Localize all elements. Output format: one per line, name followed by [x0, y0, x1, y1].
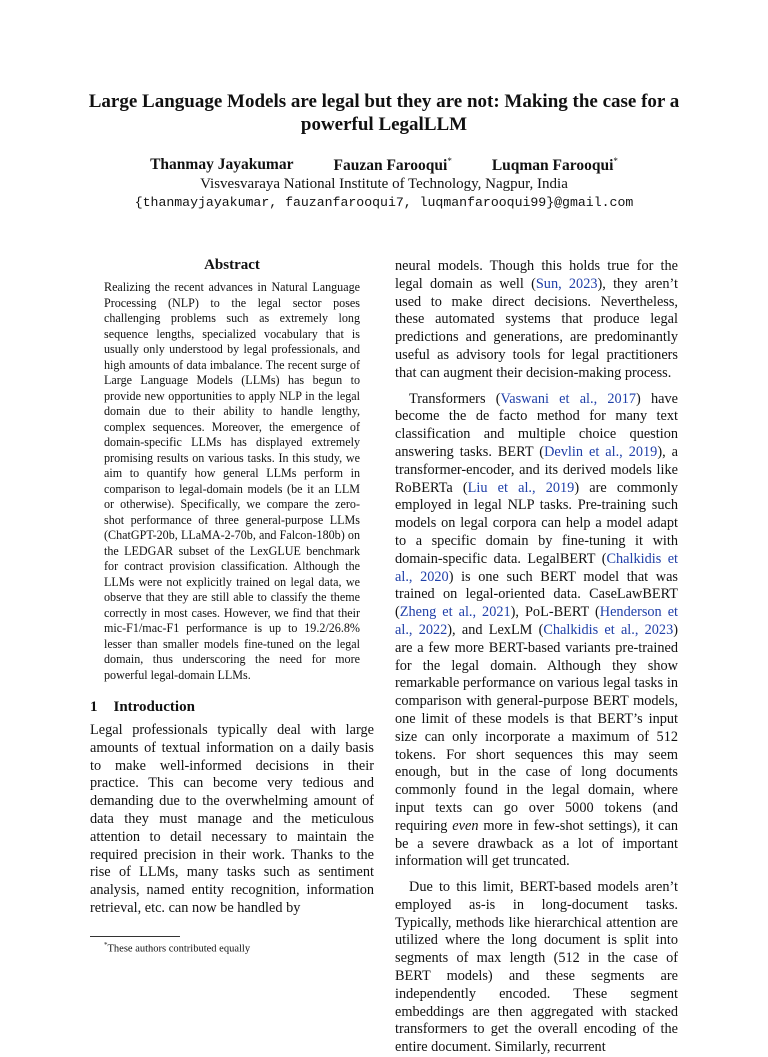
text: neural models. Though this holds true for the legal domain as well (	[395, 258, 678, 292]
left-column	[90, 257, 374, 954]
citation-link[interactable]: Sun, 2023	[535, 275, 598, 292]
affiliation: Visvesvaraya National Institute of Technology, Nagpur, India	[200, 176, 568, 192]
text: ), and LexLM (	[447, 621, 544, 638]
equal-contribution-mark: *	[447, 156, 452, 166]
text: ), PoL-BERT (	[510, 604, 600, 621]
text: ) are commonly employed in legal NLP tasks. Pre-training such models on legal corpora can help a model adapt to a specific domain by fine-tuning it with domain-specific data. LegalBERT (	[395, 479, 678, 567]
paragraph-bert-limit: Due to this limit, BERT-based models aren’t employed as-is in long-document tasks. Typically, methods like hierarchical attention are utilized where the long document is split into segments of max length (512 in the case of BERT models) and these segments are independently encoded. These segment embeddings are then aggregated with stacked transformers to get the overall encoding of the entire document. Similarly, recurrent	[395, 879, 678, 1056]
citation-link[interactable]: Devlin et al., 2019	[544, 443, 658, 460]
author-3	[492, 156, 618, 175]
section-title: Introduction	[113, 699, 195, 715]
author-2	[333, 156, 451, 175]
text: ) is one such BERT model that was trained on legal-oriented data. CaseLawBERT (	[395, 568, 678, 621]
text: more in few-shot settings), it can be a severe drawback as a lot of important information will get truncated.	[395, 817, 678, 870]
text: ) are a few more BERT-based variants pre-trained for the legal domain. Although they show remarkable performance on various legal tasks in comparison with general-purpose BERT models, one limit of these models is that BERT’s input size can only incorporate a maximum of 512 tokens. For short sequences this may seem enough, but in the case of long documents commonly found in the legal domain, where input texts can go over 5000 tokens (and requiring	[395, 621, 678, 834]
text: ) have become the de facto method for many text classification and multiple choice question answering tasks. BERT (	[395, 390, 678, 460]
citation-link[interactable]: Henderson et al., 2022	[395, 604, 679, 638]
right-column	[395, 258, 678, 1057]
footnote-text: These authors contributed equally	[107, 943, 251, 955]
footnote-divider	[90, 936, 180, 937]
author-list	[60, 156, 708, 175]
paragraph-neural-models	[395, 258, 678, 383]
citation-link[interactable]: Liu et al., 2019	[467, 479, 575, 496]
text: ), they aren’t used to make direct decisions. Nevertheless, these automated systems that produce legal predictions and generations, are predominantly useful as advisory tools for legal practitioners that can augment their decision-making process.	[395, 275, 678, 381]
citation-link[interactable]: Chalkidis et al., 2020	[395, 550, 679, 585]
citation-link[interactable]: Chalkidis et al., 2023	[543, 621, 674, 638]
footnote	[90, 941, 374, 955]
section-heading-introduction	[90, 699, 374, 716]
author-name: Fauzan Farooqui	[333, 157, 448, 175]
abstract-text: Realizing the recent advances in Natural Language Processing (NLP) to the legal sector poses challenging problems such as extremely long sequence lengths, specialized vocabulary that is usually only understood by legal professionals, and high amounts of data imbalance. The recent surge of Large Language Models (LLMs) has begun to provide new opportunities to apply NLP in the legal domain due to their ability to handle lengthy, complex sequences. Moreover, the emergence of domain-specific LLMs has displayed extremely promising results on various tasks. In this study, we aim to quantify how general LLMs perform in comparison to legal-domain models (be it an LLM or otherwise). Specifically, we compare the zero-shot performance of three general-purpose LLMs (ChatGPT-20b, LLaMA-2-70b, and Falcon-180b) on the LEDGAR subset of the LexGLUE benchmark for contract provision classification. Although the LLMs were not explicitly trained on legal data, we observe that they are still able to classify the theme correctly in most cases. However, we find that their mic-F1/mac-F1 performance is up to 19.2/26.8% lesser than smaller models fine-tuned on the legal domain, thus underscoring the need for more powerful legal-domain LLMs.	[104, 280, 360, 682]
footnote-mark: *	[104, 940, 108, 949]
author-name: Luqman Farooqui	[491, 157, 614, 175]
author-1	[150, 156, 293, 175]
introduction-paragraph: Legal professionals typically deal with large amounts of textual information on a daily basis to make well-informed decisions in their practice. This can become very tedious and demanding due to the overwhelming amount of data they must manage and the meticulous attention to detail necessary to maintain the required precision in their work. Thanks to the rise of LLMs, many tasks such as sentiment analysis, named entity recognition, information retrieval, etc. can now be handled by	[90, 722, 374, 916]
emphasis: even	[452, 817, 479, 834]
citation-link[interactable]: Zheng et al., 2021	[399, 604, 511, 621]
author-emails: {thanmayjayakumar, fauzanfarooqui7, luqmanfarooqui99}@gmail.com	[134, 195, 634, 210]
section-number: 1	[90, 699, 98, 715]
text: Transformers (	[409, 390, 501, 407]
author-name: Thanmay Jayakumar	[150, 156, 294, 173]
introduction-body	[90, 722, 374, 918]
text: ), a transformer-encoder, and its derived models like RoBERTa (	[395, 443, 678, 496]
paper-title: Large Language Models are legal but they are not: Making the case for a powerful LegalLLM	[88, 91, 680, 135]
abstract-heading: Abstract	[204, 257, 260, 273]
equal-contribution-mark: *	[613, 156, 618, 166]
citation-link[interactable]: Vaswani et al., 2017	[500, 390, 636, 407]
paragraph-transformers	[395, 391, 678, 872]
